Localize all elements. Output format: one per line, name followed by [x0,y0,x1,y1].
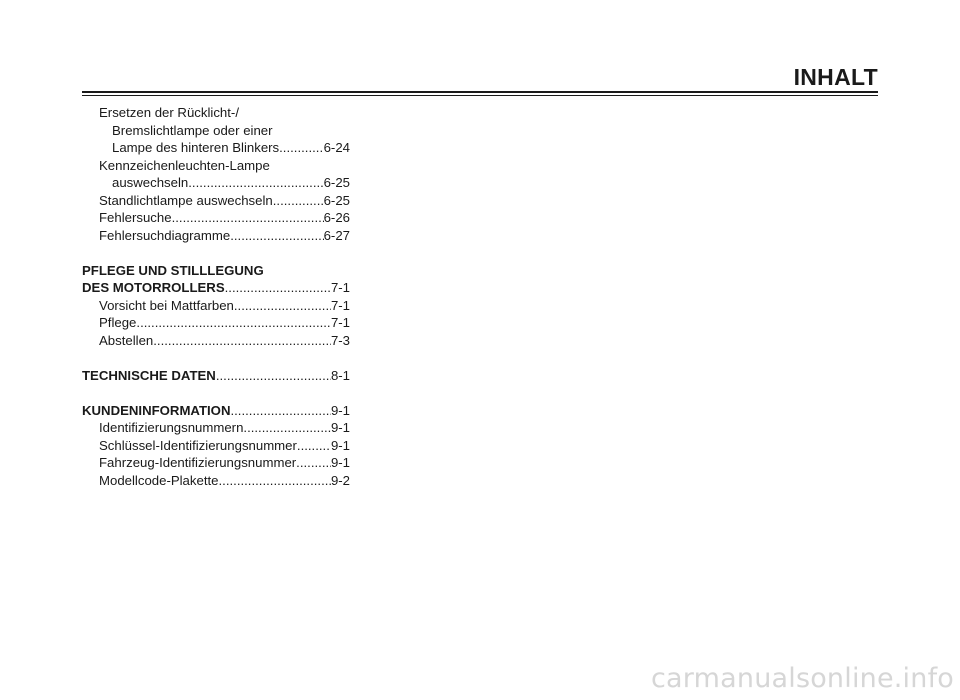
dot-leader [216,367,331,385]
toc-page-ref: 6-25 [323,192,350,208]
page-title: INHALT [793,64,878,90]
toc-page-ref: 9-1 [330,420,350,435]
toc-entry-label: Identifizierungsnummern [99,420,244,435]
toc-page-ref: 9-1 [330,455,350,470]
toc-entry-line: Kennzeichenleuchten-Lampe [99,157,270,173]
toc-page-ref: 6-27 [323,227,350,243]
toc-entry[interactable] [82,139,350,157]
toc-page-ref: 9-1 [330,402,350,418]
dot-leader [230,227,323,245]
dot-leader [225,279,331,297]
toc-entry[interactable] [82,227,350,245]
toc-entry-label: Schlüssel-Identifizierungsnummer [99,437,297,453]
toc-entry-label: Standlichtlampe auswechseln [99,192,273,208]
toc-page-ref: 7-1 [330,315,350,330]
dot-leader [136,314,331,332]
toc-entry[interactable] [82,297,350,315]
toc-entry-label: Fehlersuchdiagramme [99,227,231,243]
chapter-entry-8[interactable] [82,367,350,385]
toc-entry-line: Ersetzen der Rücklicht-/ [99,105,239,120]
toc-entry-label: Fehlersuche [99,210,172,225]
toc-page-ref: 7-3 [330,332,350,348]
chapter-heading-line: PFLEGE UND STILLLEGUNG [82,262,264,278]
dot-leader [243,419,331,437]
toc-entry[interactable] [82,192,350,210]
toc-entry[interactable] [82,209,350,227]
toc-entry-label: Lampe des hinteren Blinkers [112,140,280,155]
toc-entry-label: Abstellen [99,332,154,348]
toc-entry[interactable] [82,472,350,490]
dot-leader [188,174,323,192]
toc-entry-label: Modellcode-Plakette [99,472,219,488]
toc-entry-label: Pflege [99,315,137,330]
dot-leader [172,209,324,227]
toc-entry[interactable] [82,314,350,332]
dot-leader [230,402,330,420]
toc-page-ref: 7-1 [330,297,350,313]
dot-leader [153,332,331,350]
spacer [82,384,350,402]
toc-page-ref: 9-2 [330,472,350,488]
toc-entry-line: Bremslichtlampe oder einer [112,122,273,138]
toc-page-ref: 6-24 [323,140,350,155]
toc-entry[interactable] [82,437,350,455]
toc-entry-label: auswechseln [112,175,189,190]
toc-page-ref: 6-26 [323,210,350,225]
toc-entry[interactable] [82,454,350,472]
chapter-heading-label: TECHNISCHE DATEN [82,367,216,383]
watermark: carmanualsonline.info [651,663,954,694]
toc-entry[interactable] [82,419,350,437]
chapter-heading-label: DES MOTORROLLERS [82,280,225,295]
dot-leader [297,437,331,455]
table-of-contents [82,104,350,489]
chapter-heading-label: KUNDENINFORMATION [82,402,231,418]
toc-entry[interactable] [82,332,350,350]
header-rule-thin [82,95,878,96]
toc-page-ref: 9-1 [330,437,350,453]
toc-page-ref: 7-1 [330,280,350,295]
chapter-entry-7[interactable] [82,279,350,297]
dot-leader [273,192,324,210]
dot-leader [234,297,331,315]
spacer [82,349,350,367]
toc-entry[interactable] [82,174,350,192]
chapter-entry-9[interactable] [82,402,350,420]
dot-leader [279,139,323,157]
header-rule-thick [82,91,878,93]
toc-entry-label: Fahrzeug-Identifizierungsnummer [99,455,297,470]
toc-page-ref: 8-1 [330,367,350,383]
dot-leader [296,454,331,472]
toc-entry-label: Vorsicht bei Mattfarben [99,297,234,313]
dot-leader [219,472,331,490]
toc-page-ref: 6-25 [323,175,350,190]
page-header [82,64,878,98]
spacer [82,244,350,262]
